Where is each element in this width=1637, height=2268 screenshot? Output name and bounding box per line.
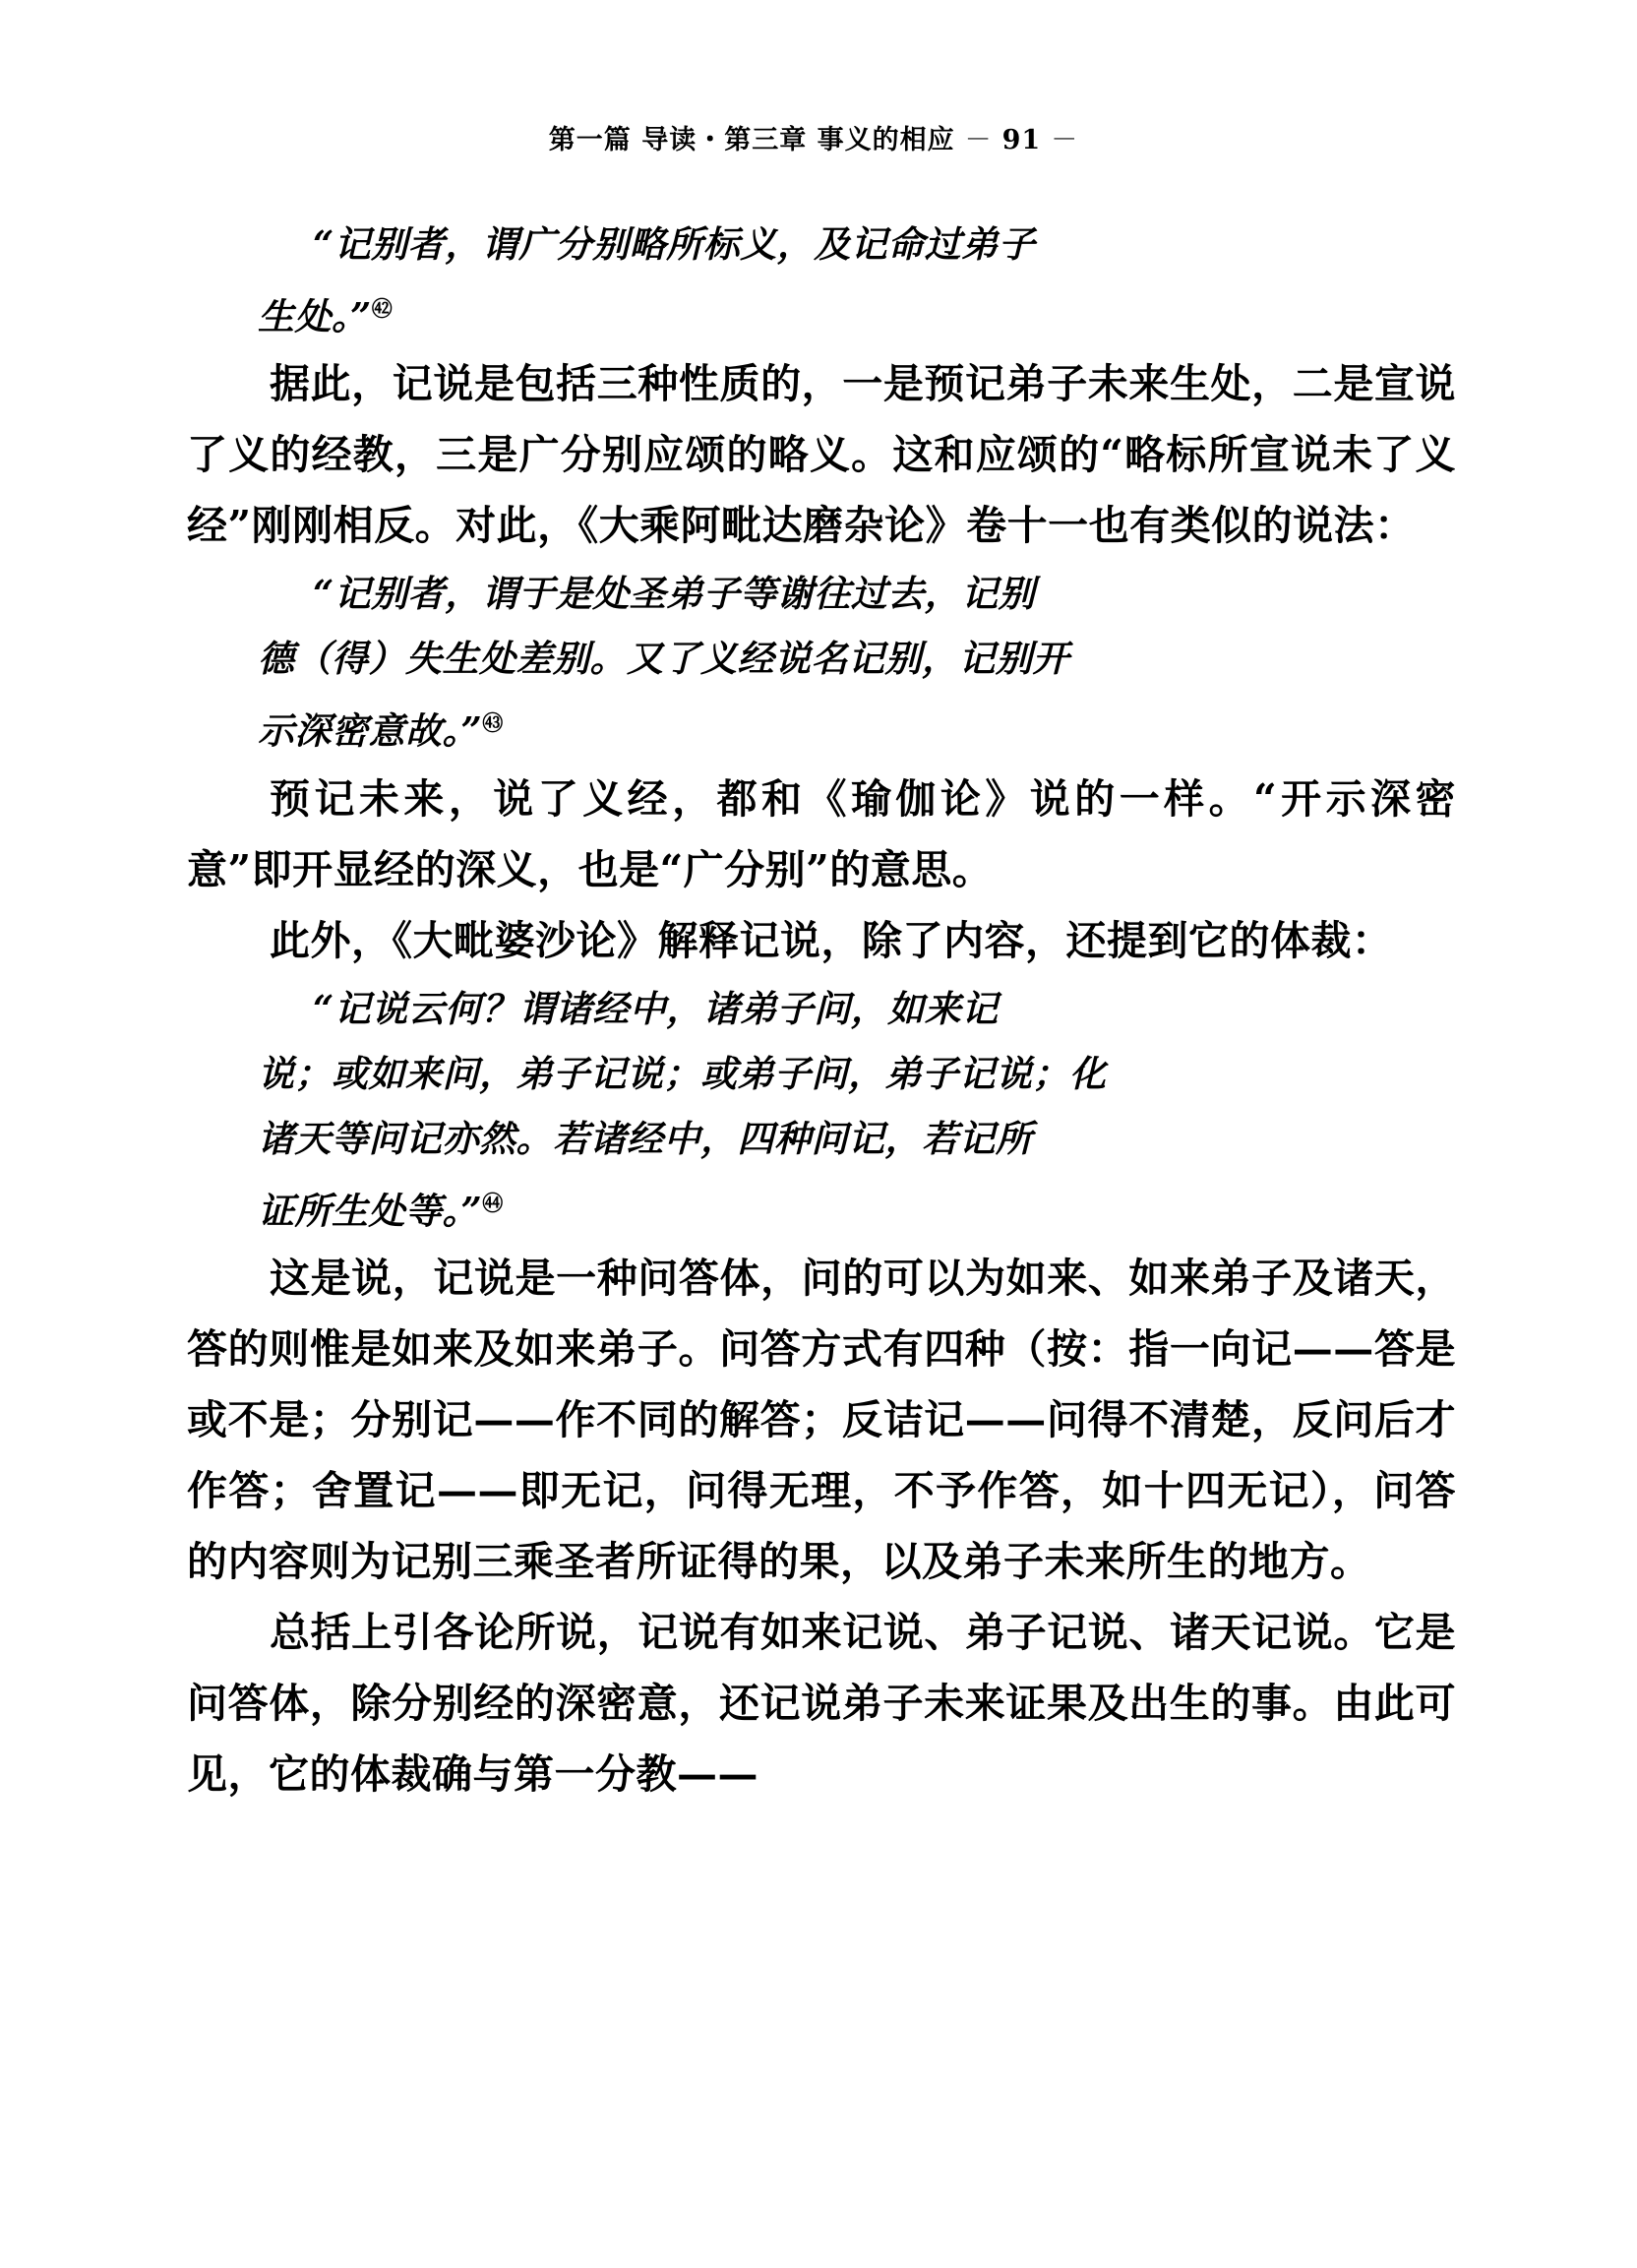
quote-line-text: 生处。”: [258, 294, 372, 338]
quote-line: [258, 276, 1397, 348]
body-paragraph: 这是说，记说是一种问答体，问的可以为如来、如来弟子及诸天，答的则惟是如来及如来弟子。问答方式有四种（按：指一向记——答是或不是；分别记——作不同的解答；反诘记——问得不清楚，反问后才作答；舍置记——即无记，问得无理，不予作答，如十四无记），问答的内容则为记别三乘圣者所证得的果，以及弟子未来所生的地方。: [187, 1254, 1456, 1585]
quote-line: 德（得）失生处差别。又了义经说名记别，记别开: [258, 637, 1069, 681]
body-paragraph: 预记未来，说了义经，都和《瑜伽论》说的一样。“开示深密意”即开显经的深义，也是“广分别”的意思。: [187, 774, 1456, 893]
quote-line: 诸天等问记亦然。若诸经中，四种问记，若记所: [258, 1116, 1033, 1160]
running-head-dash-right: －: [1051, 125, 1079, 155]
page-number: 91: [1001, 125, 1042, 155]
quote-line: [258, 691, 1397, 763]
running-head-title: 第一篇 导读・第三章 事义的相应: [548, 125, 955, 155]
running-head-dash-left: －: [964, 125, 993, 155]
quote-line: “记别者，谓广分别略所标义，及记命过弟子: [313, 222, 1036, 266]
quote-line: “记说云何？谓诸经中，诸弟子问，如来记: [313, 986, 999, 1030]
quote-line-text: 示深密意故。”: [258, 708, 483, 753]
running-head: [0, 118, 1637, 156]
page-content: [187, 212, 1456, 1809]
body-paragraph: 据此，记说是包括三种性质的，一是预记弟子未来生处，二是宣说了义的经教，三是广分别应颂的略义。这和应颂的“略标所宣说未了义经”刚刚相反。对此，《大乘阿毗达磨杂论》卷十一也有类似的说法：: [187, 360, 1456, 550]
quote-line: “记别者，谓于是处圣弟子等谢往过去，记别: [313, 572, 1036, 616]
footnote-marker: ㊷: [371, 296, 393, 321]
quote-line-text: 证所生处等。”: [258, 1188, 483, 1232]
quote-line: 说；或如来问，弟子记说；或弟子问，弟子记说；化: [258, 1051, 1107, 1095]
footnote-marker: ㊹: [482, 1190, 504, 1215]
body-paragraph: 此外，《大毗婆沙论》解释记说，除了内容，还提到它的体裁：: [270, 916, 1393, 964]
body-paragraph: 总括上引各论所说，记说有如来记说、弟子记说、诸天记说。它是问答体，除分别经的深密意，还记说弟子未来证果及出生的事。由此可见，它的体裁确与第一分教——: [187, 1608, 1456, 1798]
quote-line: [258, 1171, 1397, 1243]
footnote-marker: ㊸: [482, 710, 504, 736]
